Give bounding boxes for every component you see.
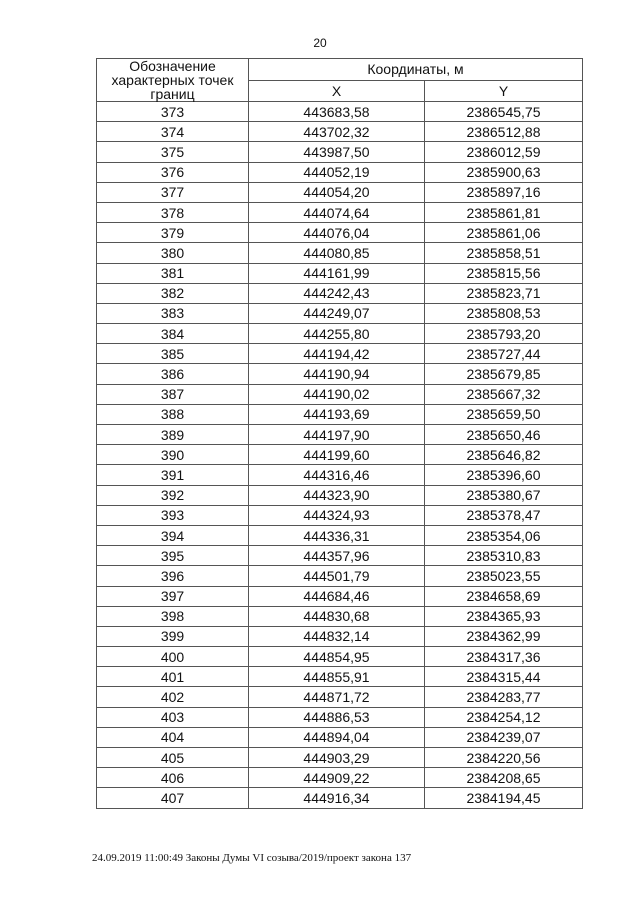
table-row	[97, 243, 583, 263]
table-row	[97, 283, 583, 303]
table-row	[97, 465, 583, 485]
point-number-cell: 380	[97, 243, 249, 263]
y-coordinate-cell: 2384658,69	[425, 586, 583, 606]
table-row	[97, 687, 583, 707]
y-coordinate-cell: 2385897,16	[425, 182, 583, 202]
point-number-cell: 391	[97, 465, 249, 485]
point-number-cell: 388	[97, 404, 249, 424]
y-coordinate-cell: 2385354,06	[425, 525, 583, 545]
x-coordinate-cell: 444190,94	[249, 364, 425, 384]
x-coordinate-cell: 444886,53	[249, 707, 425, 727]
y-coordinate-cell: 2385793,20	[425, 324, 583, 344]
x-coordinate-cell: 444854,95	[249, 647, 425, 667]
point-number-cell: 404	[97, 727, 249, 747]
y-coordinate-cell: 2385310,83	[425, 546, 583, 566]
x-coordinate-cell: 444894,04	[249, 727, 425, 747]
table-row	[97, 626, 583, 646]
y-coordinate-cell: 2385858,51	[425, 243, 583, 263]
y-coordinate-cell: 2384208,65	[425, 768, 583, 788]
point-number-cell: 377	[97, 182, 249, 202]
table-row	[97, 768, 583, 788]
x-coordinate-cell: 444323,90	[249, 485, 425, 505]
point-number-cell: 389	[97, 425, 249, 445]
point-number-cell: 378	[97, 202, 249, 222]
x-coordinate-cell: 444871,72	[249, 687, 425, 707]
table-row	[97, 122, 583, 142]
x-coordinate-cell: 444324,93	[249, 505, 425, 525]
x-coordinate-cell: 444909,22	[249, 768, 425, 788]
table-row	[97, 586, 583, 606]
point-number-cell: 406	[97, 768, 249, 788]
x-coordinate-cell: 444242,43	[249, 283, 425, 303]
point-number-cell: 373	[97, 102, 249, 122]
y-coordinate-cell: 2385861,81	[425, 202, 583, 222]
x-coordinate-cell: 444190,02	[249, 384, 425, 404]
table-row	[97, 707, 583, 727]
y-coordinate-cell: 2385808,53	[425, 303, 583, 323]
point-number-cell: 403	[97, 707, 249, 727]
table-row	[97, 162, 583, 182]
point-number-cell: 387	[97, 384, 249, 404]
y-coordinate-cell: 2385900,63	[425, 162, 583, 182]
x-coordinate-cell: 444830,68	[249, 606, 425, 626]
coordinates-table	[96, 58, 583, 809]
x-coordinate-cell: 444193,69	[249, 404, 425, 424]
x-coordinate-cell: 444197,90	[249, 425, 425, 445]
page-number: 20	[313, 36, 327, 50]
x-coordinate-cell: 444316,46	[249, 465, 425, 485]
point-number-cell: 399	[97, 626, 249, 646]
table-row	[97, 263, 583, 283]
x-coordinate-cell: 444832,14	[249, 626, 425, 646]
x-coordinate-cell: 444903,29	[249, 748, 425, 768]
table-row	[97, 384, 583, 404]
y-coordinate-cell: 2385646,82	[425, 445, 583, 465]
point-number-cell: 393	[97, 505, 249, 525]
x-coordinate-cell: 444249,07	[249, 303, 425, 323]
table-row	[97, 505, 583, 525]
table-row	[97, 102, 583, 122]
x-coordinate-cell: 444255,80	[249, 324, 425, 344]
point-number-cell: 398	[97, 606, 249, 626]
point-number-cell: 386	[97, 364, 249, 384]
y-coordinate-cell: 2386545,75	[425, 102, 583, 122]
x-coordinate-cell: 444357,96	[249, 546, 425, 566]
table-row	[97, 324, 583, 344]
y-coordinate-cell: 2385378,47	[425, 505, 583, 525]
x-coordinate-cell: 444194,42	[249, 344, 425, 364]
x-coordinate-cell: 444052,19	[249, 162, 425, 182]
table-row	[97, 445, 583, 465]
table-row	[97, 647, 583, 667]
point-number-cell: 407	[97, 788, 249, 808]
point-number-cell: 381	[97, 263, 249, 283]
x-coordinate-cell: 444336,31	[249, 525, 425, 545]
y-coordinate-cell: 2384254,12	[425, 707, 583, 727]
point-number-cell: 385	[97, 344, 249, 364]
x-coordinate-cell: 444161,99	[249, 263, 425, 283]
header-coordinates: Координаты, м	[249, 59, 583, 81]
point-number-cell: 374	[97, 122, 249, 142]
x-coordinate-cell: 444199,60	[249, 445, 425, 465]
x-coordinate-cell: 444076,04	[249, 223, 425, 243]
y-coordinate-cell: 2384194,45	[425, 788, 583, 808]
x-coordinate-cell: 444080,85	[249, 243, 425, 263]
table-row	[97, 525, 583, 545]
x-coordinate-cell: 443987,50	[249, 142, 425, 162]
y-coordinate-cell: 2385815,56	[425, 263, 583, 283]
header-x: X	[249, 80, 425, 102]
point-number-cell: 405	[97, 748, 249, 768]
point-number-cell: 382	[97, 283, 249, 303]
table-header-row	[97, 59, 583, 81]
y-coordinate-cell: 2384239,07	[425, 727, 583, 747]
x-coordinate-cell: 443683,58	[249, 102, 425, 122]
point-number-cell: 394	[97, 525, 249, 545]
y-coordinate-cell: 2384220,56	[425, 748, 583, 768]
table-row	[97, 142, 583, 162]
point-number-cell: 397	[97, 586, 249, 606]
y-coordinate-cell: 2385659,50	[425, 404, 583, 424]
x-coordinate-cell: 444684,46	[249, 586, 425, 606]
x-coordinate-cell: 444054,20	[249, 182, 425, 202]
y-coordinate-cell: 2385667,32	[425, 384, 583, 404]
header-point-designation: Обозначение характерных точек границ	[97, 59, 249, 102]
table-row	[97, 182, 583, 202]
point-number-cell: 390	[97, 445, 249, 465]
point-number-cell: 402	[97, 687, 249, 707]
y-coordinate-cell: 2384317,36	[425, 647, 583, 667]
point-number-cell: 401	[97, 667, 249, 687]
y-coordinate-cell: 2385396,60	[425, 465, 583, 485]
point-number-cell: 396	[97, 566, 249, 586]
point-number-cell: 400	[97, 647, 249, 667]
table-row	[97, 223, 583, 243]
y-coordinate-cell: 2386512,88	[425, 122, 583, 142]
y-coordinate-cell: 2384283,77	[425, 687, 583, 707]
point-number-cell: 375	[97, 142, 249, 162]
table-row	[97, 546, 583, 566]
table-row	[97, 303, 583, 323]
footer-stamp: 24.09.2019 11:00:49 Законы Думы VI созыва/2019/проект закона 137	[92, 852, 412, 864]
table-row	[97, 425, 583, 445]
table-row	[97, 202, 583, 222]
point-number-cell: 379	[97, 223, 249, 243]
y-coordinate-cell: 2385650,46	[425, 425, 583, 445]
table-row	[97, 404, 583, 424]
table-row	[97, 606, 583, 626]
x-coordinate-cell: 444501,79	[249, 566, 425, 586]
table-row	[97, 485, 583, 505]
x-coordinate-cell: 444855,91	[249, 667, 425, 687]
y-coordinate-cell: 2384362,99	[425, 626, 583, 646]
point-number-cell: 395	[97, 546, 249, 566]
point-number-cell: 384	[97, 324, 249, 344]
table-body	[97, 102, 583, 809]
table-row	[97, 788, 583, 808]
point-number-cell: 376	[97, 162, 249, 182]
y-coordinate-cell: 2385823,71	[425, 283, 583, 303]
y-coordinate-cell: 2386012,59	[425, 142, 583, 162]
point-number-cell: 392	[97, 485, 249, 505]
y-coordinate-cell: 2385023,55	[425, 566, 583, 586]
y-coordinate-cell: 2384315,44	[425, 667, 583, 687]
table-row	[97, 566, 583, 586]
y-coordinate-cell: 2385679,85	[425, 364, 583, 384]
table-row	[97, 364, 583, 384]
y-coordinate-cell: 2385861,06	[425, 223, 583, 243]
y-coordinate-cell: 2385727,44	[425, 344, 583, 364]
x-coordinate-cell: 444916,34	[249, 788, 425, 808]
y-coordinate-cell: 2385380,67	[425, 485, 583, 505]
y-coordinate-cell: 2384365,93	[425, 606, 583, 626]
table-row	[97, 344, 583, 364]
table-row	[97, 748, 583, 768]
x-coordinate-cell: 443702,32	[249, 122, 425, 142]
header-y: Y	[425, 80, 583, 102]
point-number-cell: 383	[97, 303, 249, 323]
table-row	[97, 727, 583, 747]
table-row	[97, 667, 583, 687]
x-coordinate-cell: 444074,64	[249, 202, 425, 222]
